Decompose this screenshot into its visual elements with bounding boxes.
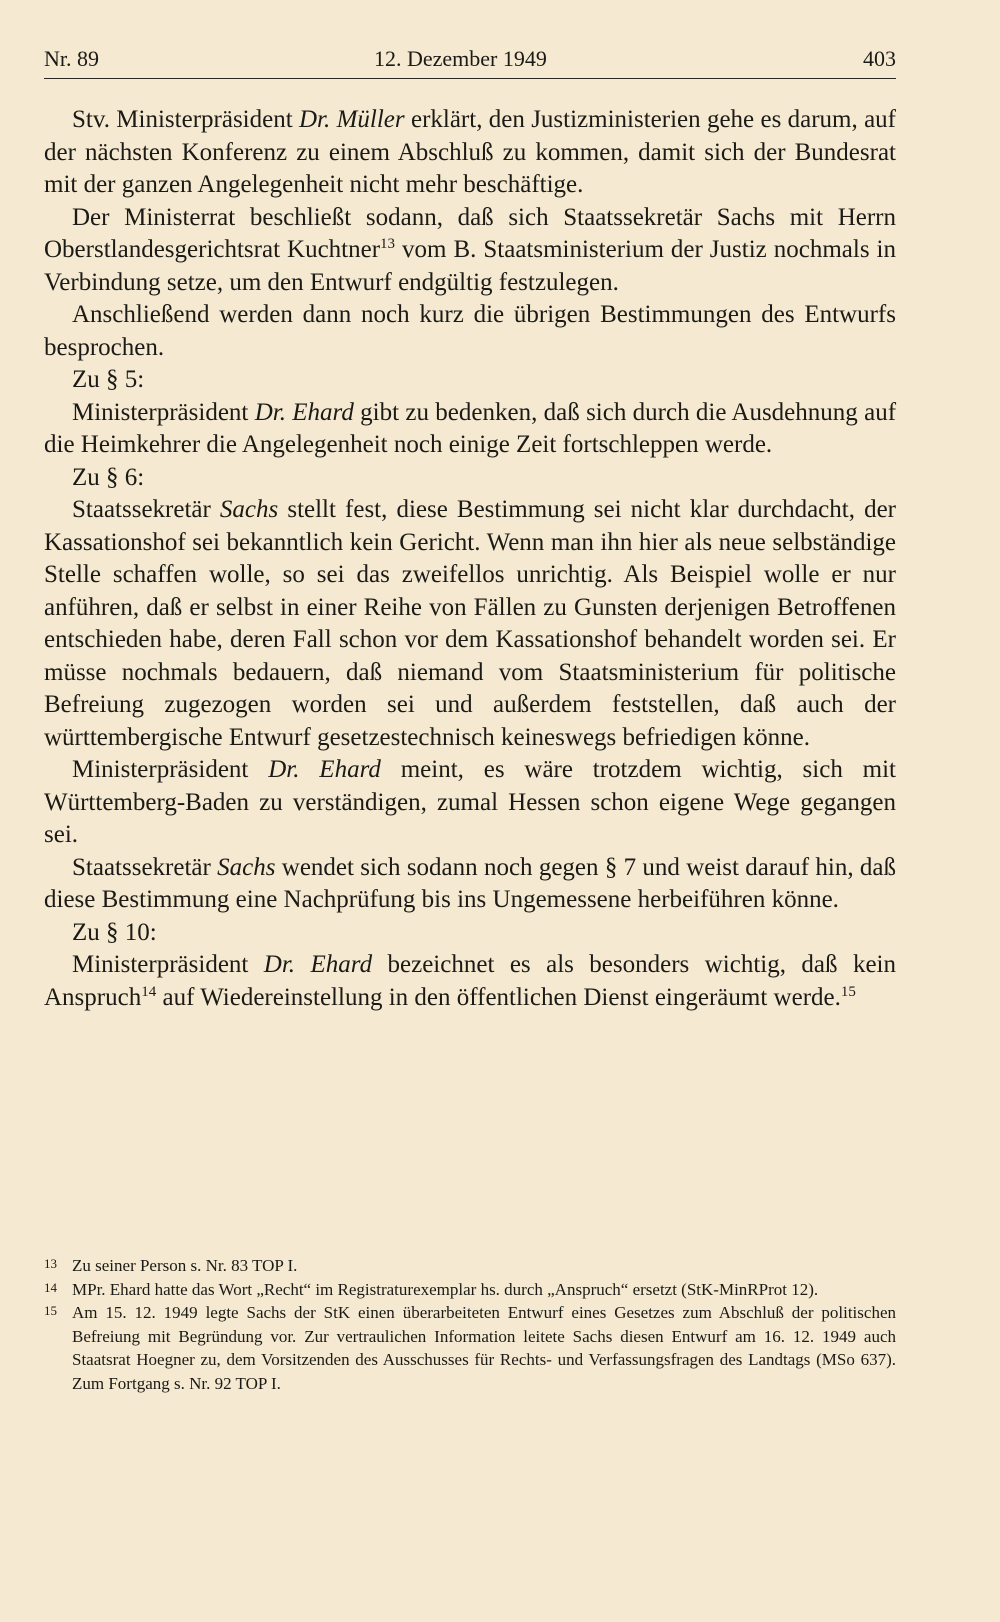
document-number: Nr. 89	[44, 46, 99, 71]
paragraph: Ministerpräsident Dr. Ehard gibt zu bedenken, daß sich durch die Ausdehnung auf die Heimkehrer die Angelegenheit noch einige Zeit fortschleppen werde.	[44, 398, 897, 458]
footnote-text: MPr. Ehard hatte das Wort „Recht“ im Registraturexemplar hs. durch „Anspruch“ ersetzt (StK-MinRProt 12).	[72, 1279, 819, 1299]
footnote	[44, 1278, 896, 1302]
running-header	[44, 42, 896, 79]
section-heading: Zu § 5:	[72, 366, 145, 393]
footnote-number: 15	[44, 1303, 57, 1318]
paragraph: Ministerpräsident Dr. Ehard bezeichnet es als besonders wichtig, daß kein Anspruch$^{14}$ auf Wiedereinstellung in den öffentlichen Dienst eingeräumt werde.$^{15}$	[44, 951, 896, 1011]
footnote-number: 14	[44, 1279, 57, 1295]
paragraph: Stv. Ministerpräsident Dr. Müller erklärt, den Justizministerien gehe es darum, auf der nächsten Konferenz zu einem Abschluß zu kommen, damit sich der Bundesrat mit der ganzen Angelegenheit nicht mehr beschäftige.	[44, 106, 896, 198]
page-number: 403	[863, 46, 896, 71]
paragraph: Ministerpräsident Dr. Ehard meint, es wäre trotzdem wichtig, sich mit Württemberg-Baden zu verständigen, zumal Hessen schon eigene Wege gegangen sei.	[44, 756, 896, 848]
footnote-text: Am 15. 12. 1949 legte Sachs der StK einen überarbeiteten Entwurf eines Gesetzes zum Abschluß der politischen Befreiung mit Begründung vor. Zur vertraulichen Information leitete Sachs diesen Entwurf am 16. 12. 1949 auch Staatsrat Hoegner zu, dem Vorsitzenden des Ausschusses für Rechts- und Verfassungsfragen des Landtags (MSo 637). Zum Fortgang s. Nr. 92 TOP I.	[72, 1303, 896, 1393]
paragraph: Staatssekretär Sachs stellt fest, diese Bestimmung sei nicht klar durchdacht, der Kassationshof sei bekanntlich kein Gericht. Wenn man ihn hier als neue selbständige Stelle schaffen wolle, so sei das zweifellos unrichtig. Als Beispiel wolle er nur anführen, daß er selbst in einer Reihe von Fällen zu Gunsten derjenigen Betroffenen entschieden habe, deren Fall schon vor dem Kassationshof behandelt worden sei. Er müsse nochmals bedauern, daß niemand vom Staatsministerium für politische Befreiung zugezogen worden sei und außerdem feststellen, daß auch der württembergische Entwurf gesetzestechnisch keineswegs befriedigen könne.	[44, 496, 896, 751]
footnote-ref: 14	[141, 983, 157, 1000]
footnote	[44, 1301, 896, 1395]
footnote-number: 13	[44, 1256, 57, 1271]
paragraph: Der Ministerrat beschließt sodann, daß sich Staatssekretär Sachs mit Herrn Oberstlandesgerichtsrat Kuchtner$^{13}$ vom B. Staatsministerium der Justiz nochmals in Verbindung setze, um den Entwurf endgültig festzulegen.	[44, 203, 896, 296]
footnote	[44, 1254, 896, 1278]
footnote-ref: 13	[380, 236, 396, 252]
footnote-text: Zu seiner Person s. Nr. 83 TOP I.	[72, 1256, 298, 1275]
section-heading: Zu § 10:	[72, 918, 157, 946]
paragraph: Staatssekretär Sachs wendet sich sodann noch gegen § 7 und weist darauf hin, daß diese Bestimmung eine Nachprüfung bis ins Ungemessene herbeiführen könne.	[44, 853, 896, 913]
footnotes	[44, 1254, 896, 1395]
footnote-ref: 15	[840, 983, 856, 1000]
main-text	[44, 104, 896, 1014]
header-date: 12. Dezember 1949	[374, 46, 547, 71]
section-heading: Zu § 6:	[72, 463, 145, 491]
paragraph: Anschließend werden dann noch kurz die übrigen Bestimmungen des Entwurfs besprochen.	[44, 301, 896, 361]
